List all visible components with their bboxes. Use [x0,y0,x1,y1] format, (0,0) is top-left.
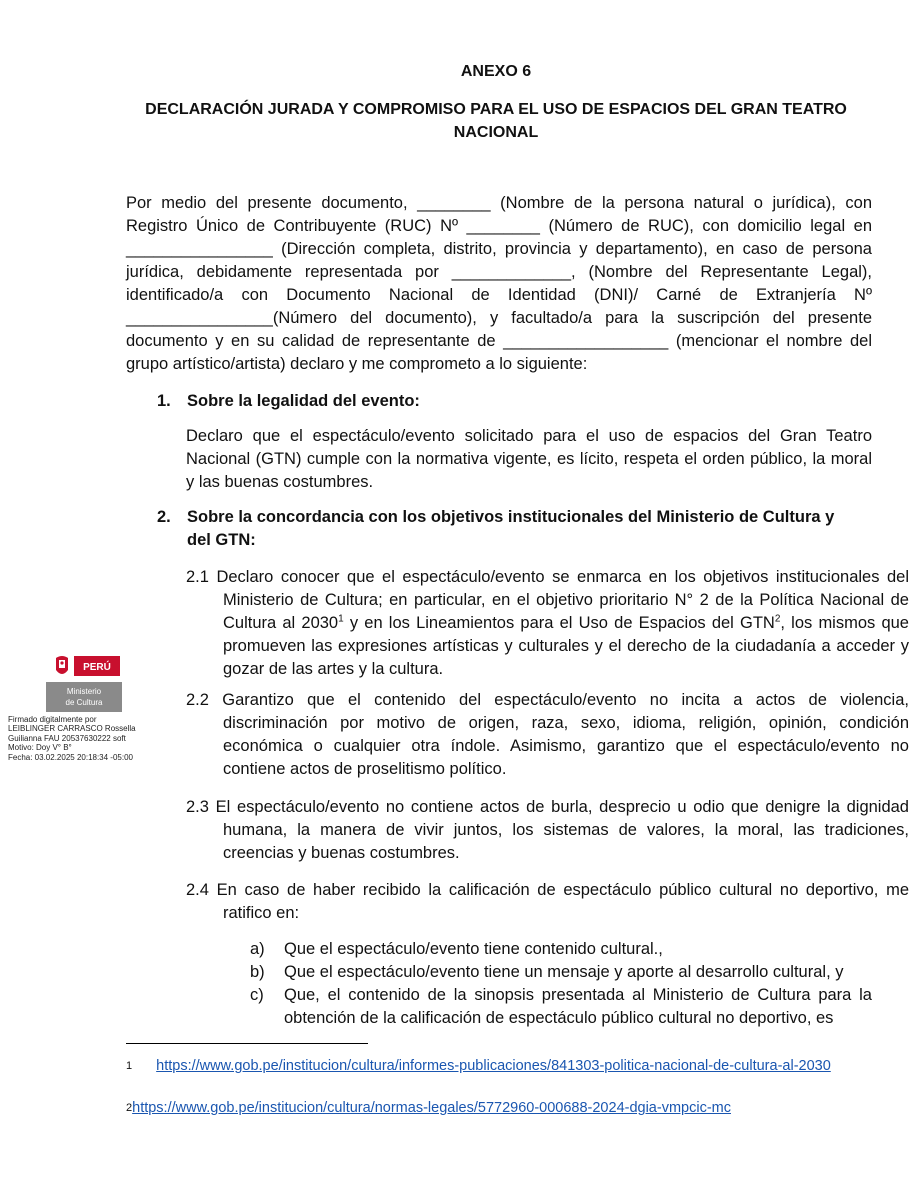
list-item-letter: c) [250,986,264,1004]
footnote-1-link[interactable]: https://www.gob.pe/institucion/cultura/informes-publicaciones/841303-politica-nacional-de-cultura-al-2030 [156,1058,831,1074]
signature-line: Motivo: Doy V° B° [8,743,72,753]
clause-2-1-text-b: y en los Lineamientos para el Uso de Espacios del GTN [343,614,775,632]
clause-2-4-label: 2.4 [186,881,209,899]
signature-line: Guilianna FAU 20537630222 soft [8,733,126,743]
footnote-ref-2: 2 [774,613,781,625]
seal-line-1: Ministerio [66,687,102,696]
clause-2-2-label: 2.2 [186,691,209,709]
clause-2-1-text-a: Declaro conocer que el espectáculo/evento se enmarca en los objetivos institucionales del Ministerio de Cultura; en particular, en el objetivo prioritario N° 2 de la Política Nacional de Cultura al 2030 [216,568,909,632]
coat-of-arms-icon [56,656,68,674]
section-1-body: Declaro que el espectáculo/evento solicitado para el uso de espacios del Gran Teatro Nacional (GTN) cumple con la normativa vigente, es lícito, respeta el orden público, la moral y las buenas costumbres. [186,427,872,491]
section-1-title: Sobre la legalidad del evento: [187,392,420,410]
footnote-1-mark: 1 [126,1060,133,1072]
clause-2-4 [186,879,909,925]
footnote-separator [126,1043,368,1044]
section-2-title: Sobre la concordancia con los objetivos institucionales del Ministerio de Cultura y del GTN: [187,508,835,549]
clause-2-1-text-c: , los mismos que promueven las expresiones artísticas y culturales y el derecho de la ciudadanía a acceder y gozar de las artes y la cultura. [223,614,909,678]
clause-2-3-label: 2.3 [186,798,209,816]
footnote-2-link[interactable]: https://www.gob.pe/institucion/cultura/normas-legales/5772960-000688-2024-dgia-vmpcic-mc [132,1100,731,1116]
clause-2-3 [186,796,909,865]
footnote-2 [126,1099,872,1118]
clause-2-3-text: El espectáculo/evento no contiene actos de burla, desprecio u odio que denigre la dignidad humana, la manera de vivir juntos, los sistemas de valores, la moral, las tradiciones, creencias y buenas costumbres. [215,798,909,862]
clause-2-2-text: Garantizo que el contenido del espectáculo/evento no incita a actos de violencia, discriminación por motivo de origen, raza, sexo, idioma, religión, opinión, condición económica o cualquier otra índole. Asimismo, garantizo que el espectáculo/evento no contiene actos de proselitismo político. [222,691,909,778]
intro-paragraph: Por medio del presente documento, ________ (Nombre de la persona natural o jurídica), con Registro Único de Contribuyente (RUC) Nº ________ (Número de RUC), con domicilio legal en ________________ (Dirección completa, distrito, provincia y departamento), en caso de persona jurídica, debidamente representada por _____________, (Nombre del Representante Legal), identificado/a con Documento Nacional de Identidad (DNI)/ Carné de Extranjería Nº ________________(Número del documento), y facultado/a para la suscripción del presente documento y en su calidad de representante de __________________ (mencionar el nombre del grupo artístico/artista) declaro y me comprometo a lo siguiente: [126,194,872,373]
footnote-ref-1: 1 [338,613,344,625]
clause-2-2 [186,689,909,781]
list-item-letter: b) [250,963,265,981]
section-1-number: 1. [157,392,171,410]
clause-2-1 [186,566,909,681]
ministry-seal-icon [46,652,122,712]
footnote-1 [126,1057,872,1076]
section-2-number: 2. [157,508,171,526]
document-title-line2: NACIONAL [453,124,539,141]
signature-line: LEIBLINGER CARRASCO Rossella [8,724,136,734]
seal-line-2: de Cultura [65,698,103,707]
seal-country: PERÚ [83,662,111,673]
clause-2-1-label: 2.1 [186,568,209,586]
digital-signature-block [8,715,178,762]
annex-number: ANEXO 6 [460,63,532,80]
signature-line: Firmado digitalmente por [8,715,97,724]
footnote-2-mark: 2 [126,1102,133,1114]
list-item-letter: a) [250,940,265,958]
document-title-line1: DECLARACIÓN JURADA Y COMPROMISO PARA EL USO DE ESPACIOS DEL GRAN TEATRO [145,101,847,118]
list-item-text: Que, el contenido de la sinopsis presentada al Ministerio de Cultura para la obtención de la calificación de espectáculo público cultural no deportivo, es [284,986,872,1027]
signature-line: Fecha: 03.02.2025 20:18:34 -05:00 [8,752,133,762]
list-item-text: Que el espectáculo/evento tiene contenido cultural., [284,940,663,958]
list-item-text: Que el espectáculo/evento tiene un mensaje y aporte al desarrollo cultural, y [284,963,844,981]
clause-2-4-text: En caso de haber recibido la calificación de espectáculo público cultural no deportivo, me ratifico en: [216,881,909,922]
